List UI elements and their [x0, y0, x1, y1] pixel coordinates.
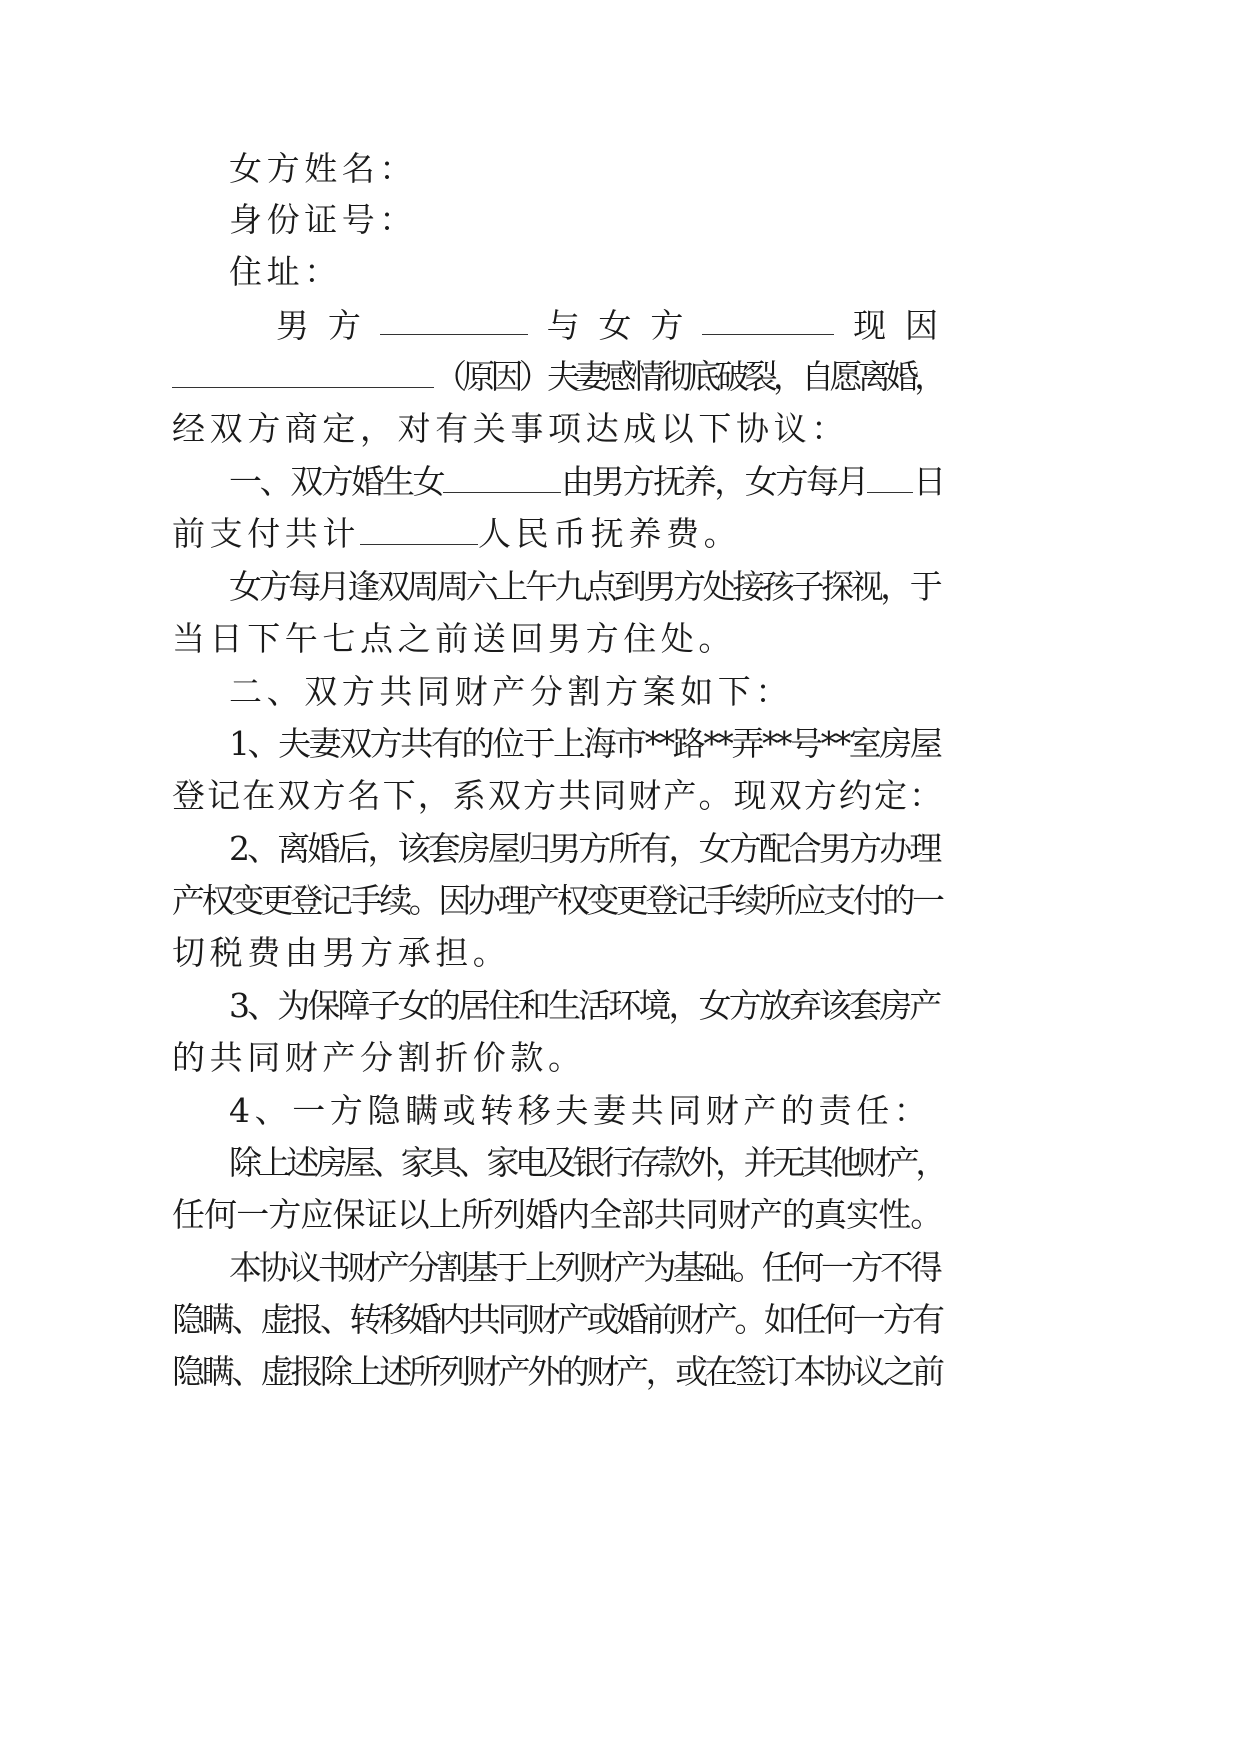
intro-word: 因: [905, 306, 938, 345]
clause1-part3: 日: [913, 462, 944, 501]
closing-line-3: 隐瞒、虚报除上述所列财产外的财产，或在签订本协议之前: [172, 1352, 942, 1391]
intro-line-1: [276, 306, 938, 346]
clause1-part4: 前支付共计: [172, 514, 360, 553]
clause1-line-2: [172, 514, 741, 554]
visit-line-2: 当日下午七点之前送回男方住处。: [172, 619, 736, 658]
intro-word: 方: [327, 306, 361, 345]
clause2-item2-line-1: 2、离婚后，该套房屋归男方所有，女方配合男方办理: [229, 829, 940, 868]
closing-line-2: 隐瞒、虚报、转移婚内共同财产或婚前财产。如任何一方有: [172, 1300, 942, 1339]
wife-name-blank: [702, 306, 834, 335]
clause2-item3-line-2: 的共同财产分割折价款。: [172, 1038, 586, 1077]
daughter-name-blank: [443, 464, 561, 493]
husband-name-blank: [380, 306, 528, 335]
closing-line-1: 本协议书财产分割基于上列财产为基础。任何一方不得: [229, 1248, 940, 1287]
intro-word: 女: [598, 306, 632, 345]
clause1-part2: 由男方抚养，女方每月: [561, 462, 868, 501]
clause2-item1-line-1: 1、夫妻双方共有的位于上海市**路**弄**号**室房屋: [229, 724, 941, 763]
intro-line-3: 经双方商定，对有关事项达成以下协议：: [172, 409, 849, 448]
intro-word: 与: [546, 306, 580, 345]
clause2-heading: 二、双方共同财产分割方案如下：: [229, 672, 793, 711]
female-name-label: 女方姓名：: [229, 149, 417, 188]
clause2-item4-line-1: 4、一方隐瞒或转移夫妻共同财产的责任：: [229, 1091, 932, 1130]
amount-blank: [360, 516, 478, 545]
address-label: 住址：: [229, 252, 342, 291]
clause1-part5: 人民币抚养费。: [478, 514, 742, 553]
clause2-item4-line-3: 任何一方应保证以上所列婚内全部共同财产的真实性。: [172, 1195, 943, 1234]
id-number-label: 身份证号：: [229, 200, 417, 239]
clause2-item2-line-2: 产权变更登记手续。因办理产权变更登记手续所应支付的一: [172, 881, 942, 920]
intro-line-2: [172, 357, 943, 397]
visit-line-1: 女方每月逢双周周六上午九点到男方处接孩子探视，于: [229, 567, 940, 606]
clause2-item1-line-2: 登记在双方名下，系双方共同财产。现双方约定：: [172, 776, 945, 815]
clause2-item4-line-2: 除上述房屋、家具、家电及银行存款外，并无其他财产，: [229, 1143, 945, 1182]
intro-word: 男: [276, 306, 309, 345]
day-blank: [867, 464, 913, 493]
clause2-item3-line-1: 3、为保障子女的居住和生活环境，女方放弃该套房产: [229, 986, 940, 1025]
clause1-line-1: [229, 462, 944, 502]
intro-word: 现: [853, 306, 887, 345]
clause1-part1: 一、双方婚生女: [229, 462, 444, 501]
reason-tail: （原因）夫妻感情彻底破裂，自愿离婚，: [434, 357, 943, 396]
reason-blank: [172, 359, 434, 388]
clause2-item2-line-3: 切税费由男方承担。: [172, 933, 511, 972]
intro-word: 方: [650, 306, 684, 345]
